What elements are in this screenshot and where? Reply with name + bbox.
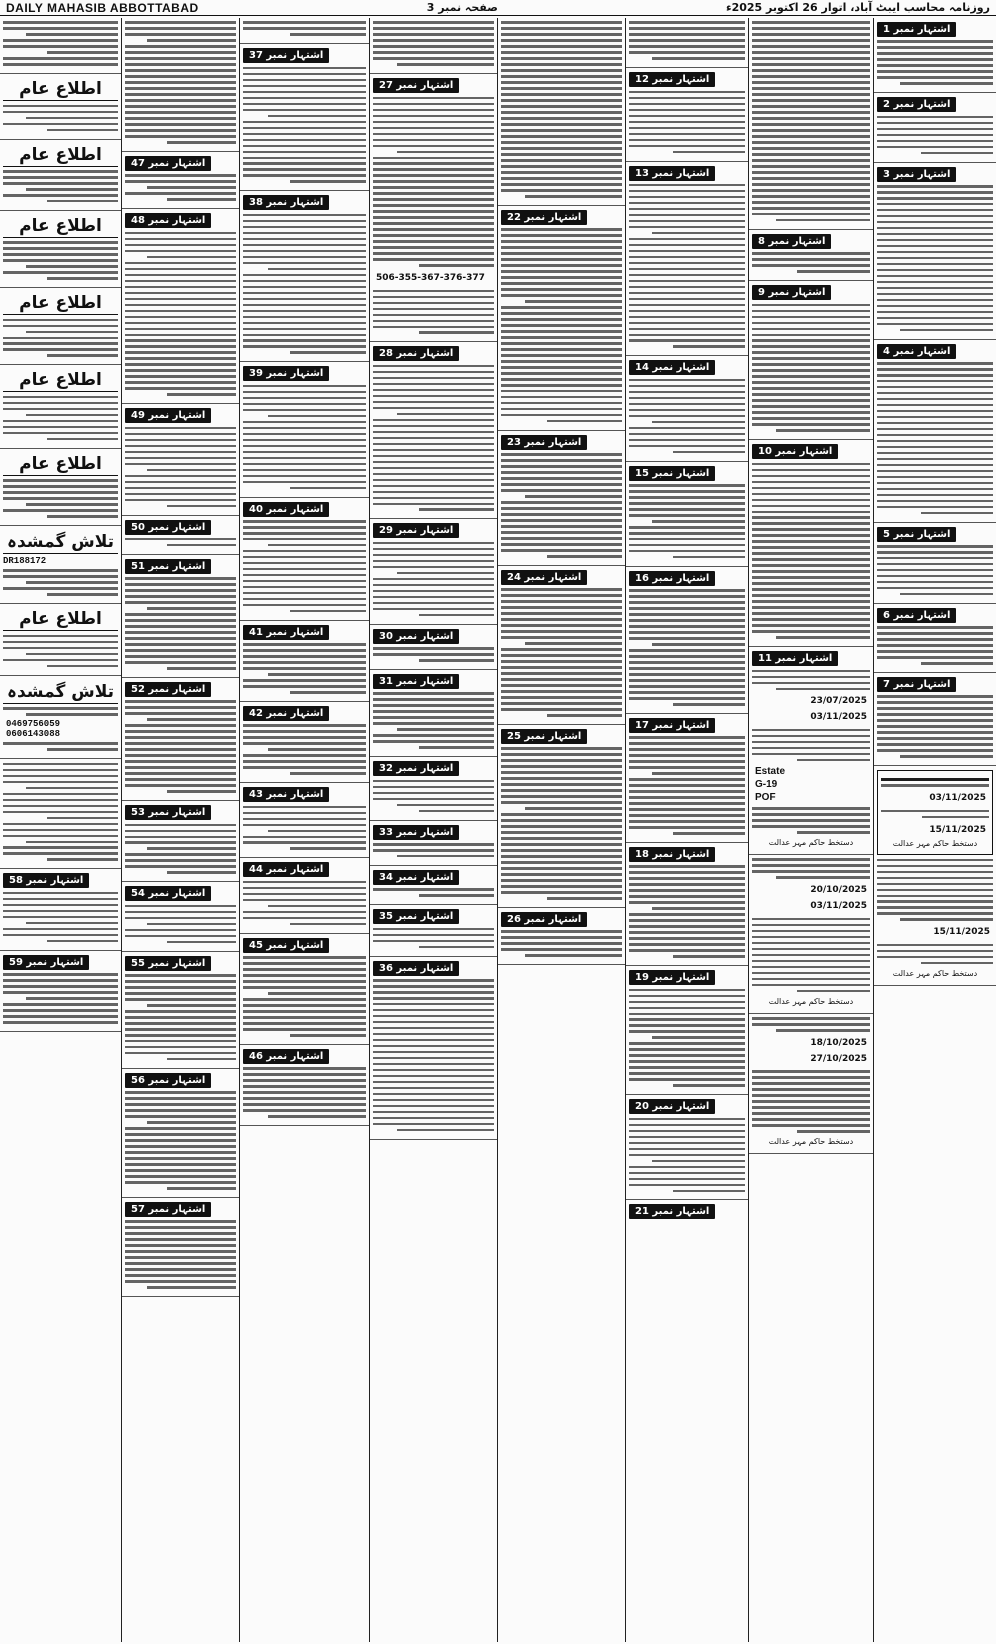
notice-block	[0, 479, 121, 526]
public-notice-heading: اطلاع عام	[3, 290, 118, 315]
ad-badge	[629, 1099, 745, 1114]
ad-number: اشتہار نمبر 59	[3, 955, 89, 970]
ad-number: اشتہار نمبر 6	[877, 608, 956, 623]
ad-badge	[125, 213, 236, 228]
ad-number: اشتہار نمبر 35	[373, 909, 459, 924]
case-numbers: 506-355-367-376-377	[376, 273, 485, 284]
ad-number: اشتہار نمبر 33	[373, 825, 459, 840]
ad-number: اشتہار نمبر 53	[125, 805, 211, 820]
ad-number: اشتہار نمبر 23	[501, 435, 587, 450]
ad-badge	[243, 787, 366, 802]
court-signature: دستخط حاکم مہر عدالت	[768, 1137, 854, 1147]
public-notice-heading: اطلاع عام	[3, 451, 118, 476]
ad-number: اشتہار نمبر 52	[125, 682, 211, 697]
notice-block	[240, 67, 369, 192]
ad-number: اشتہار نمبر 26	[501, 912, 587, 927]
hearing-date: 20/10/2025	[810, 885, 867, 896]
ad-number: اشتہار نمبر 12	[629, 72, 715, 87]
notice-block	[498, 747, 625, 908]
notice-block	[122, 232, 239, 405]
column-7	[748, 18, 873, 1642]
ad-number: اشتہار نمبر 25	[501, 729, 587, 744]
notice-block	[874, 545, 996, 604]
ad-number: اشتہار نمبر 22	[501, 210, 587, 225]
ad-badge	[629, 718, 745, 733]
notice-block	[626, 989, 748, 1096]
ad-badge	[877, 527, 993, 542]
ad-badge	[877, 97, 993, 112]
ad-badge	[501, 729, 622, 744]
notice-block	[626, 865, 748, 966]
notice-block	[240, 385, 369, 498]
court-signature: دستخط حاکم مہر عدالت	[892, 838, 978, 848]
ad-number: اشتہار نمبر 2	[877, 97, 956, 112]
ad-number: اشتہار نمبر 34	[373, 870, 459, 885]
notice-block	[626, 589, 748, 714]
notice-block	[626, 379, 748, 462]
notice-block	[370, 780, 497, 821]
notice-block	[498, 588, 625, 725]
ad-number: اشتہار نمبر 19	[629, 970, 715, 985]
sector-label: G-19	[755, 778, 778, 790]
notice-block	[122, 700, 239, 801]
ad-badge	[373, 523, 494, 538]
page-number: صفحہ نمبر 3	[426, 1, 498, 14]
phone-number: 0606143088	[6, 728, 61, 739]
public-notice-heading: اطلاع عام	[3, 76, 118, 101]
paper-name: DAILY MAHASIB ABBOTTABAD	[6, 0, 199, 15]
ad-badge	[243, 502, 366, 517]
notice-block	[0, 21, 121, 74]
ad-number: اشتہار نمبر 41	[243, 625, 329, 640]
public-notice-heading: اطلاع عام	[3, 367, 118, 392]
ad-badge	[125, 156, 236, 171]
notice-block	[122, 1220, 239, 1297]
notice-block	[370, 979, 497, 1140]
notice-block	[874, 626, 996, 673]
notice-block	[122, 21, 239, 152]
ad-number: اشتہار نمبر 46	[243, 1049, 329, 1064]
ad-badge	[501, 912, 622, 927]
ad-badge	[3, 955, 118, 970]
notice-block	[370, 647, 497, 670]
ad-number: اشتہار نمبر 40	[243, 502, 329, 517]
ad-badge	[629, 72, 745, 87]
ad-badge	[501, 210, 622, 225]
notice-block	[0, 105, 121, 140]
notice-block	[749, 858, 873, 1013]
notice-block	[0, 707, 121, 759]
ad-number: اشتہار نمبر 43	[243, 787, 329, 802]
ad-badge	[752, 651, 870, 666]
notice-block	[749, 463, 873, 648]
ad-number: اشتہار نمبر 45	[243, 938, 329, 953]
column-3	[239, 18, 369, 1642]
notice-block	[498, 453, 625, 566]
court-signature: دستخط حاکم مہر عدالت	[768, 838, 854, 848]
column-1	[0, 18, 121, 1642]
ad-number: اشتہار نمبر 17	[629, 718, 715, 733]
phone-number: 0469756059	[6, 718, 61, 729]
ad-badge	[125, 886, 236, 901]
notice-block	[122, 577, 239, 678]
ad-badge	[629, 970, 745, 985]
notice-block	[498, 21, 625, 206]
ad-number: اشتہار نمبر 47	[125, 156, 211, 171]
ad-number: اشتہار نمبر 10	[752, 444, 838, 459]
ad-badge	[125, 682, 236, 697]
ad-badge	[629, 166, 745, 181]
lost-notice-heading: تلاش گمشدہ	[3, 528, 118, 554]
notice-block	[122, 174, 239, 209]
ad-badge	[629, 466, 745, 481]
notice-block	[749, 21, 873, 229]
ad-number: اشتہار نمبر 50	[125, 520, 211, 535]
ad-number: اشتہار نمبر 44	[243, 862, 329, 877]
ad-badge	[3, 873, 118, 888]
ad-number: اشتہار نمبر 32	[373, 761, 459, 776]
ad-badge	[243, 938, 366, 953]
court-notice-box	[877, 770, 993, 854]
ad-badge	[243, 1049, 366, 1064]
hearing-date: 18/10/2025	[810, 1037, 867, 1048]
ad-number: اشتہار نمبر 51	[125, 559, 211, 574]
notice-block	[370, 843, 497, 866]
ad-number: اشتہار نمبر 3	[877, 167, 956, 182]
ad-badge	[125, 559, 236, 574]
ad-badge	[752, 234, 870, 249]
notice-block	[0, 241, 121, 288]
hearing-date: 03/11/2025	[929, 793, 986, 804]
ad-badge	[877, 344, 993, 359]
notice-block	[874, 116, 996, 163]
ad-badge	[125, 805, 236, 820]
hearing-date: 23/07/2025	[810, 696, 867, 707]
column-4	[369, 18, 497, 1642]
notice-block	[0, 569, 121, 604]
reference-code: DR188172	[3, 555, 47, 566]
notice-block	[370, 97, 497, 343]
ad-number: اشتہار نمبر 39	[243, 366, 329, 381]
ad-badge	[243, 706, 366, 721]
ad-badge	[877, 167, 993, 182]
date-line: روزنامہ محاسب ایبٹ آباد، اتوار 26 اکتوبر 2025ء	[725, 1, 990, 14]
ad-badge	[629, 360, 745, 375]
pof-label: POF	[755, 791, 776, 803]
ad-number: اشتہار نمبر 18	[629, 847, 715, 862]
notice-block	[626, 1118, 748, 1201]
hearing-date: 27/10/2025	[810, 1053, 867, 1064]
notice-block	[240, 21, 369, 44]
ad-badge	[752, 444, 870, 459]
notice-block	[0, 396, 121, 449]
notice-block	[370, 888, 497, 905]
ad-number: اشتہار نمبر 5	[877, 527, 956, 542]
ad-badge	[373, 870, 494, 885]
ad-number: اشتہار نمبر 8	[752, 234, 831, 249]
ad-number: اشتہار نمبر 1	[877, 22, 956, 37]
notice-block	[122, 538, 239, 555]
notice-block	[0, 892, 121, 951]
court-signature: دستخط حاکم مہر عدالت	[892, 968, 978, 978]
notice-block	[0, 973, 121, 1032]
lost-notice-heading: تلاش گمشدہ	[3, 678, 118, 704]
notice-block	[626, 184, 748, 357]
notice-block	[874, 362, 996, 523]
ad-number: اشتہار نمبر 30	[373, 629, 459, 644]
ad-number: اشتہار نمبر 11	[752, 651, 838, 666]
ad-number: اشتہار نمبر 48	[125, 213, 211, 228]
notice-block	[0, 319, 121, 366]
ad-number: اشتہار نمبر 9	[752, 285, 831, 300]
notice-block	[240, 806, 369, 859]
ad-badge	[501, 570, 622, 585]
ad-badge	[125, 1202, 236, 1217]
notice-block	[122, 905, 239, 952]
column-5	[497, 18, 625, 1642]
notice-block	[240, 724, 369, 783]
ad-badge	[243, 862, 366, 877]
ad-badge	[125, 408, 236, 423]
notice-block	[122, 974, 239, 1069]
ad-badge	[373, 674, 494, 689]
notice-block	[874, 185, 996, 340]
ad-number: اشتہار نمبر 31	[373, 674, 459, 689]
ad-badge	[501, 435, 622, 450]
ad-badge	[373, 909, 494, 924]
ad-number: اشتہار نمبر 27	[373, 78, 459, 93]
ad-number: اشتہار نمبر 24	[501, 570, 587, 585]
notice-block	[122, 1091, 239, 1198]
notice-block	[240, 1067, 369, 1126]
notice-block	[626, 91, 748, 162]
ad-number: اشتہار نمبر 55	[125, 956, 211, 971]
ad-badge	[243, 625, 366, 640]
ad-badge	[125, 1073, 236, 1088]
ad-number: اشتہار نمبر 36	[373, 961, 459, 976]
ad-badge	[373, 629, 494, 644]
notice-block	[0, 763, 121, 870]
notice-block	[874, 40, 996, 93]
notice-block	[874, 859, 996, 986]
ad-badge	[877, 608, 993, 623]
ad-number: اشتہار نمبر 58	[3, 873, 89, 888]
ad-number: اشتہار نمبر 14	[629, 360, 715, 375]
ad-number: اشتہار نمبر 56	[125, 1073, 211, 1088]
notice-block	[370, 928, 497, 957]
notice-block	[0, 170, 121, 211]
notice-block	[498, 930, 625, 965]
ad-number: اشتہار نمبر 16	[629, 571, 715, 586]
hearing-date: 03/11/2025	[810, 712, 867, 723]
notice-block	[626, 736, 748, 843]
ad-badge	[877, 677, 993, 692]
ad-number: اشتہار نمبر 21	[629, 1204, 715, 1219]
court-signature: دستخط حاکم مہر عدالت	[768, 996, 854, 1006]
ad-number: اشتہار نمبر 38	[243, 195, 329, 210]
public-notice-heading: اطلاع عام	[3, 213, 118, 238]
ad-badge	[629, 571, 745, 586]
notice-block	[749, 1017, 873, 1154]
ad-badge	[125, 520, 236, 535]
ad-number: اشتہار نمبر 7	[877, 677, 956, 692]
hearing-date: 15/11/2025	[929, 824, 986, 835]
ad-number: اشتہار نمبر 54	[125, 886, 211, 901]
notice-block	[240, 643, 369, 702]
notice-block	[240, 520, 369, 621]
column-6	[625, 18, 748, 1642]
ad-badge	[243, 195, 366, 210]
ad-number: اشتہار نمبر 20	[629, 1099, 715, 1114]
estate-label: Estate	[755, 765, 786, 777]
notice-block	[749, 670, 873, 856]
public-notice-heading: اطلاع عام	[3, 606, 118, 631]
column-2	[121, 18, 239, 1642]
hearing-date: 03/11/2025	[810, 901, 867, 912]
ad-badge	[373, 761, 494, 776]
notice-block	[370, 21, 497, 74]
ad-number: اشتہار نمبر 37	[243, 48, 329, 63]
masthead	[0, 0, 996, 16]
notice-block	[749, 252, 873, 281]
hearing-date: 15/11/2025	[933, 927, 990, 938]
notice-block	[122, 824, 239, 883]
ad-badge	[373, 346, 494, 361]
ad-badge	[629, 847, 745, 862]
notice-block	[626, 484, 748, 567]
ad-badge	[243, 366, 366, 381]
notice-block	[240, 881, 369, 934]
ad-badge	[243, 48, 366, 63]
notice-block	[874, 695, 996, 766]
notice-block	[370, 692, 497, 757]
notice-block	[240, 214, 369, 363]
notice-block	[749, 304, 873, 441]
public-notice-heading: اطلاع عام	[3, 142, 118, 167]
ad-number: اشتہار نمبر 28	[373, 346, 459, 361]
notice-block	[498, 228, 625, 430]
ad-badge	[125, 956, 236, 971]
notice-block	[240, 956, 369, 1045]
notice-block	[122, 427, 239, 516]
ad-badge	[373, 961, 494, 976]
ad-badge	[373, 78, 494, 93]
notice-block	[626, 21, 748, 68]
ad-number: اشتہار نمبر 13	[629, 166, 715, 181]
ad-badge	[752, 285, 870, 300]
ad-number: اشتہار نمبر 29	[373, 523, 459, 538]
ad-number: اشتہار نمبر 42	[243, 706, 329, 721]
ad-number: اشتہار نمبر 4	[877, 344, 956, 359]
ad-number: اشتہار نمبر 49	[125, 408, 211, 423]
ad-badge	[877, 22, 993, 37]
notice-block	[370, 365, 497, 520]
notice-block	[0, 635, 121, 676]
ad-number: اشتہار نمبر 15	[629, 466, 715, 481]
notice-block	[370, 542, 497, 625]
column-8	[873, 18, 996, 1642]
ad-badge	[629, 1204, 745, 1219]
ad-number: اشتہار نمبر 57	[125, 1202, 211, 1217]
ad-badge	[373, 825, 494, 840]
